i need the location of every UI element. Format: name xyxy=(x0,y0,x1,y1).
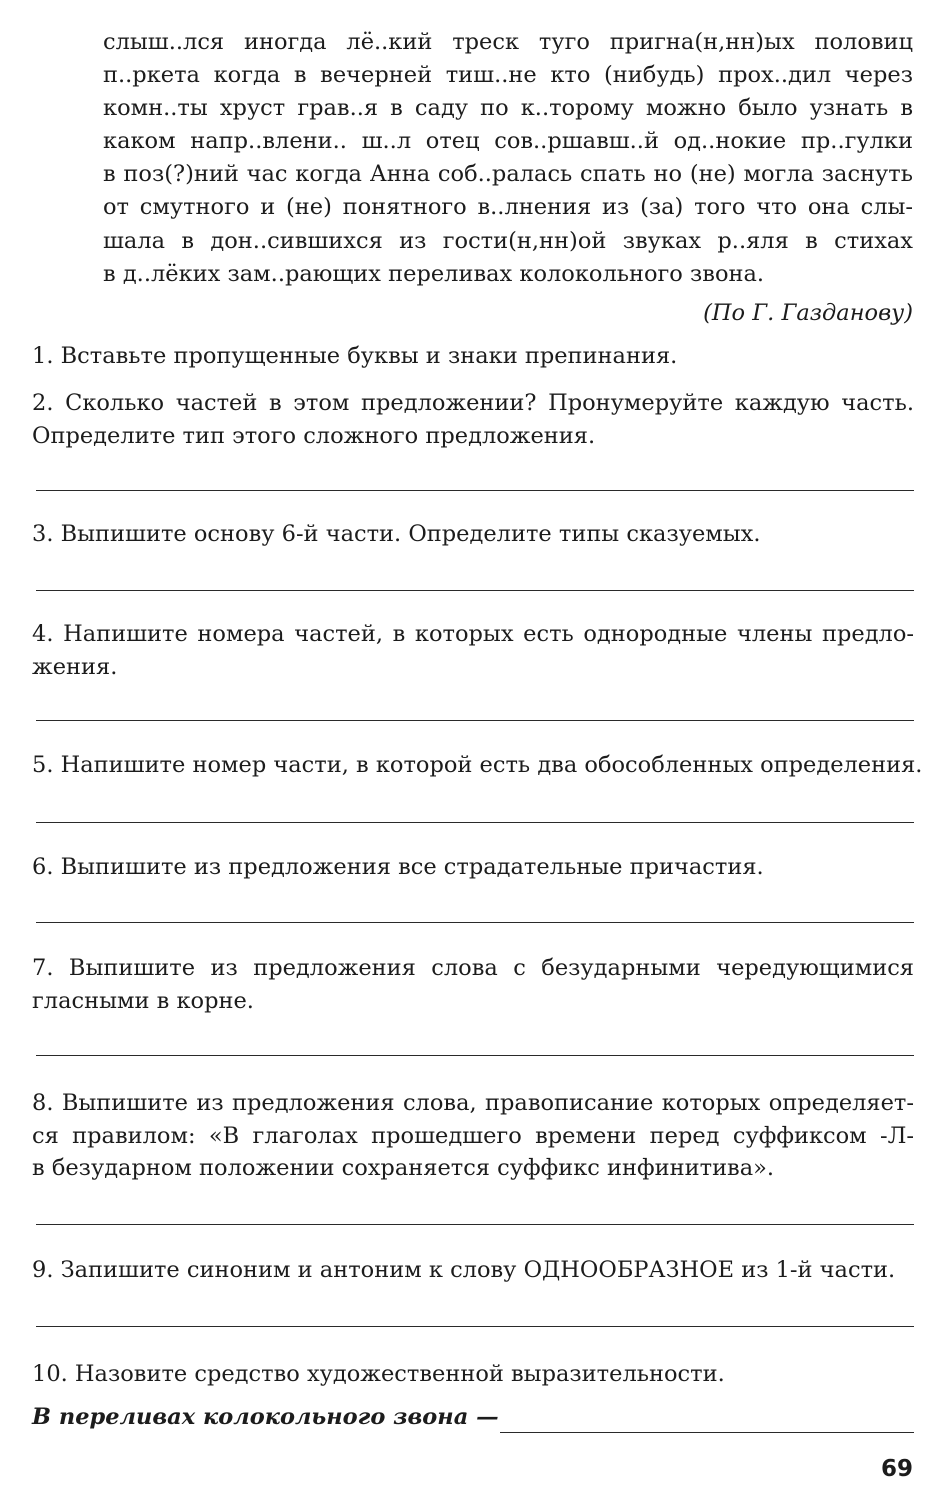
answer-line-2[interactable] xyxy=(36,490,914,491)
passage-line: комн..ты хруст грав..я в саду по к..торому можно было узнать в xyxy=(103,95,913,122)
question-text: Определите тип этого сложного предложения. xyxy=(32,422,596,449)
question-text: 10. Назовите средство художественной выразительности. xyxy=(32,1361,725,1387)
question-text: гласными в корне. xyxy=(32,987,254,1014)
answer-line-3[interactable] xyxy=(36,590,914,591)
question-7 xyxy=(32,952,914,1017)
question-9 xyxy=(32,1254,914,1287)
answer-line-4[interactable] xyxy=(36,720,914,721)
question-text: жения. xyxy=(32,653,118,680)
question-text: 8. Выпишите из предложения слова, правописание которых определяет- xyxy=(32,1090,914,1116)
question-10 xyxy=(32,1358,914,1391)
answer-line-8[interactable] xyxy=(36,1224,914,1225)
question-text: 7. Выпишите из предложения слова с безударными чередующимися xyxy=(32,955,914,981)
answer-line-5[interactable] xyxy=(36,822,914,823)
question-text: в безударном положении сохраняется суффикс инфинитива». xyxy=(32,1155,775,1181)
answer-line-10[interactable] xyxy=(500,1432,914,1433)
passage-line: каком напр..влени.. ш..л отец сов..ршавш..й од..нокие пр..гулки xyxy=(103,128,913,155)
question-text: ся правилом: «В глаголах прошедшего времени перед суффиксом -Л- xyxy=(32,1122,914,1149)
question-text: 1. Вставьте пропущенные буквы и знаки препинания. xyxy=(32,343,678,369)
passage-line: п..ркета когда в вечерней тиш..не кто (нибудь) прох..дил через xyxy=(103,62,913,89)
question-2 xyxy=(32,387,914,452)
passage-attribution: (По Г. Газданову) xyxy=(703,300,913,326)
question-text: 6. Выпишите из предложения все страдательные причастия. xyxy=(32,854,764,880)
passage-line: в поз(?)ний час когда Анна соб..ралась спать но (не) могла заснуть xyxy=(103,161,913,188)
question-text: 2. Сколько частей в этом предложении? Пронумеруйте каждую часть. xyxy=(32,390,914,416)
question-text: 5. Напишите номер части, в которой есть два обособленных определения. xyxy=(32,752,923,778)
question-1 xyxy=(32,340,914,373)
answer-line-9[interactable] xyxy=(36,1326,914,1327)
question-text: 4. Напишите номера частей, в которых есть однородные члены предло- xyxy=(32,621,914,647)
answer-line-7[interactable] xyxy=(36,1055,914,1056)
passage-text xyxy=(103,26,913,291)
passage-line: шала в дон..сившихся из гости(н,нн)ой звуках р..яля в стихах xyxy=(103,227,913,254)
question-text: 3. Выпишите основу 6-й части. Определите типы сказуемых. xyxy=(32,521,761,547)
question-text: 9. Запишите синоним и антоним к слову ОДНООБРАЗНОЕ из 1-й части. xyxy=(32,1257,896,1283)
question-5 xyxy=(32,749,923,782)
page-number: 69 xyxy=(880,1456,913,1482)
passage-line: от смутного и (не) понятного в..лнения из (за) того что она слы- xyxy=(103,194,913,221)
final-prompt: В переливах колокольного звона — xyxy=(32,1404,499,1430)
question-8 xyxy=(32,1087,914,1185)
passage-line: слыш..лся иногда лё..кий треск туго пригна(н,нн)ых половиц xyxy=(103,29,913,55)
answer-line-6[interactable] xyxy=(36,922,914,923)
question-3 xyxy=(32,518,914,551)
question-4 xyxy=(32,618,914,683)
question-6 xyxy=(32,851,914,884)
passage-line: в д..лёких зам..рающих переливах колокольного звона. xyxy=(103,260,765,287)
